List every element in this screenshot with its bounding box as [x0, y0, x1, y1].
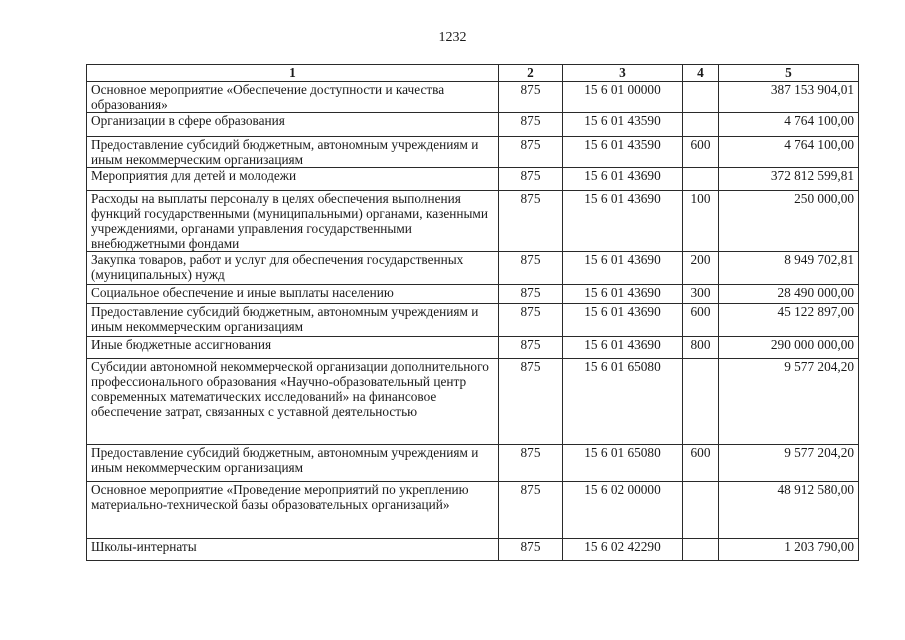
table-row [87, 113, 859, 137]
row-expense-cell [683, 359, 719, 445]
table-row [87, 482, 859, 539]
table-row [87, 82, 859, 113]
row-amount-cell: 9 577 204,20 [719, 359, 859, 445]
table-row [87, 445, 859, 482]
row-code-cell: 875 [499, 539, 563, 561]
row-amount-cell: 48 912 580,00 [719, 482, 859, 539]
row-amount-cell: 28 490 000,00 [719, 285, 859, 304]
row-code-cell: 875 [499, 191, 563, 252]
row-amount-cell: 1 203 790,00 [719, 539, 859, 561]
budget-table [86, 64, 859, 561]
row-program-cell: 15 6 01 43690 [563, 168, 683, 191]
row-name-cell: Организации в сфере образования [87, 113, 499, 137]
row-amount-cell: 250 000,00 [719, 191, 859, 252]
row-amount-cell: 4 764 100,00 [719, 113, 859, 137]
table-row [87, 359, 859, 445]
row-name-cell: Основное мероприятие «Проведение мероприятий по укреплению материально-технической базы образовательных организаций» [87, 482, 499, 539]
header-col-5: 5 [719, 65, 859, 82]
header-col-2: 2 [499, 65, 563, 82]
row-program-cell: 15 6 01 43690 [563, 304, 683, 337]
row-name-cell: Мероприятия для детей и молодежи [87, 168, 499, 191]
row-amount-cell: 8 949 702,81 [719, 252, 859, 285]
row-name-cell: Основное мероприятие «Обеспечение доступности и качества образования» [87, 82, 499, 113]
header-col-1: 1 [87, 65, 499, 82]
row-program-cell: 15 6 01 43690 [563, 252, 683, 285]
row-program-cell: 15 6 01 43690 [563, 285, 683, 304]
row-expense-cell [683, 113, 719, 137]
table-row [87, 539, 859, 561]
row-code-cell: 875 [499, 168, 563, 191]
table-row [87, 304, 859, 337]
row-expense-cell [683, 168, 719, 191]
row-amount-cell: 387 153 904,01 [719, 82, 859, 113]
row-program-cell: 15 6 01 65080 [563, 359, 683, 445]
row-name-cell: Субсидии автономной некоммерческой организации дополнительного профессионального образования «Научно-образовательный центр современных математических исследований» на финансовое обеспечение затрат, связанных с уставной деятельностью [87, 359, 499, 445]
table-body [87, 82, 859, 561]
header-col-3: 3 [563, 65, 683, 82]
row-amount-cell: 290 000 000,00 [719, 337, 859, 359]
row-code-cell: 875 [499, 359, 563, 445]
row-name-cell: Социальное обеспечение и иные выплаты населению [87, 285, 499, 304]
row-name-cell: Иные бюджетные ассигнования [87, 337, 499, 359]
row-program-cell: 15 6 02 00000 [563, 482, 683, 539]
row-name-cell: Предоставление субсидий бюджетным, автономным учреждениям и иным некоммерческим организациям [87, 304, 499, 337]
table-header-row [87, 65, 859, 82]
page-number: 1232 [438, 30, 467, 45]
row-program-cell: 15 6 02 42290 [563, 539, 683, 561]
table-row [87, 191, 859, 252]
row-code-cell: 875 [499, 252, 563, 285]
table-row [87, 285, 859, 304]
row-code-cell: 875 [499, 137, 563, 168]
row-program-cell: 15 6 01 43590 [563, 113, 683, 137]
header-col-4: 4 [683, 65, 719, 82]
row-amount-cell: 372 812 599,81 [719, 168, 859, 191]
row-expense-cell: 300 [683, 285, 719, 304]
row-code-cell: 875 [499, 113, 563, 137]
row-expense-cell [683, 539, 719, 561]
row-code-cell: 875 [499, 482, 563, 539]
row-expense-cell [683, 82, 719, 113]
row-code-cell: 875 [499, 285, 563, 304]
row-expense-cell: 100 [683, 191, 719, 252]
row-amount-cell: 9 577 204,20 [719, 445, 859, 482]
row-name-cell: Расходы на выплаты персоналу в целях обеспечения выполнения функций государственными (муниципальными) органами, казенными учреждениями, органами управления государственными внебюджетными фондами [87, 191, 499, 252]
row-expense-cell: 800 [683, 337, 719, 359]
row-code-cell: 875 [499, 445, 563, 482]
row-amount-cell: 45 122 897,00 [719, 304, 859, 337]
row-name-cell: Школы-интернаты [87, 539, 499, 561]
row-code-cell: 875 [499, 337, 563, 359]
row-code-cell: 875 [499, 82, 563, 113]
row-program-cell: 15 6 01 43590 [563, 137, 683, 168]
row-program-cell: 15 6 01 65080 [563, 445, 683, 482]
table-row [87, 168, 859, 191]
row-name-cell: Предоставление субсидий бюджетным, автономным учреждениям и иным некоммерческим организациям [87, 445, 499, 482]
row-amount-cell: 4 764 100,00 [719, 137, 859, 168]
table-row [87, 337, 859, 359]
table-row [87, 137, 859, 168]
row-name-cell: Закупка товаров, работ и услуг для обеспечения государственных (муниципальных) нужд [87, 252, 499, 285]
row-program-cell: 15 6 01 43690 [563, 337, 683, 359]
row-program-cell: 15 6 01 00000 [563, 82, 683, 113]
row-expense-cell [683, 482, 719, 539]
row-expense-cell: 600 [683, 304, 719, 337]
row-expense-cell: 200 [683, 252, 719, 285]
row-expense-cell: 600 [683, 445, 719, 482]
table-row [87, 252, 859, 285]
row-code-cell: 875 [499, 304, 563, 337]
row-name-cell: Предоставление субсидий бюджетным, автономным учреждениям и иным некоммерческим организациям [87, 137, 499, 168]
row-program-cell: 15 6 01 43690 [563, 191, 683, 252]
row-expense-cell: 600 [683, 137, 719, 168]
